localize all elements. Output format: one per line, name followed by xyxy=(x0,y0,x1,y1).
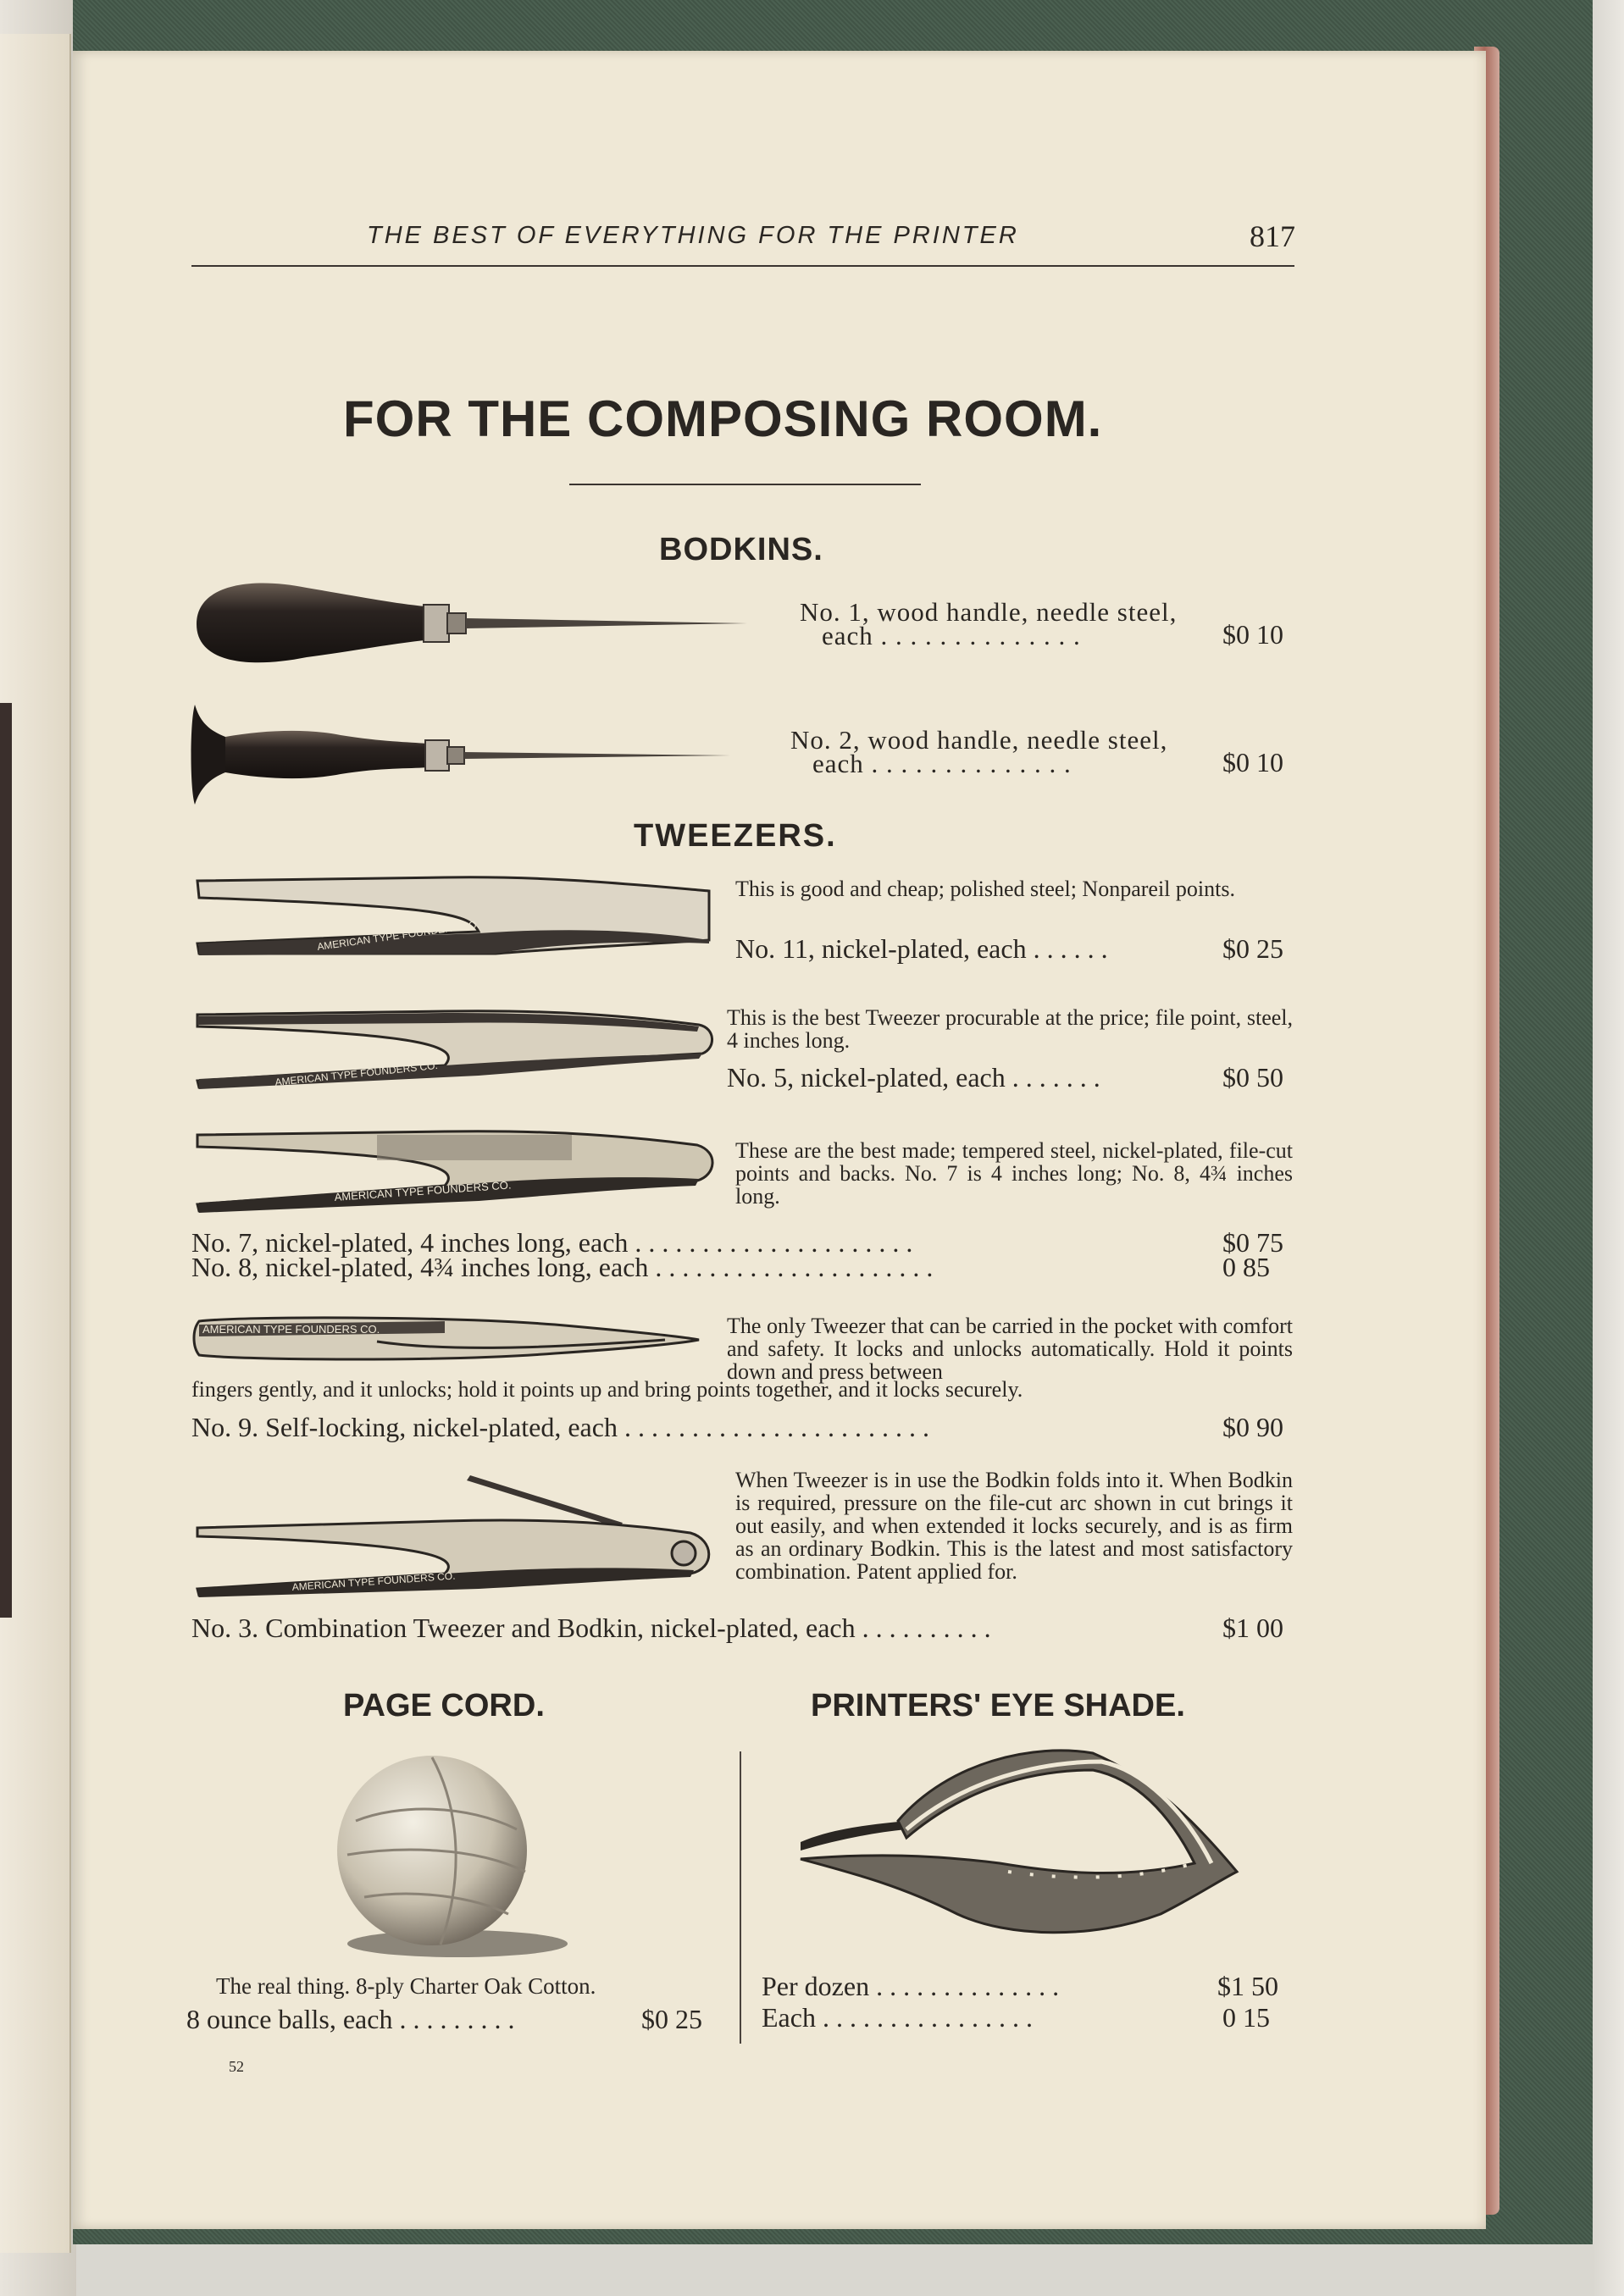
eye-shade-illustration xyxy=(796,1745,1254,1939)
tweezer-no7-line: No. 7, nickel-plated, 4 inches long, each . . . . . . . . . . . . . . . . . . . . . xyxy=(191,1227,913,1258)
column-rule xyxy=(740,1751,741,2044)
eye-shade-each-line: Each . . . . . . . . . . . . . . . . xyxy=(762,2002,1033,2033)
eye-shade-heading: PRINTERS' EYE SHADE. xyxy=(811,1688,1185,1723)
main-title: FOR THE COMPOSING ROOM. xyxy=(343,390,1103,447)
eye-shade-each-price: 0 15 xyxy=(1222,2002,1270,2033)
bodkin-1-illustration xyxy=(188,569,764,679)
tweezer-no11-engraving: AMERICAN TYPE FOUNDERS CO. xyxy=(316,918,480,953)
tweezer-no3-engraving: AMERICAN TYPE FOUNDERS CO. xyxy=(291,1569,456,1593)
bodkin-2-each: each . . . . . . . . . . . . . . xyxy=(812,749,1072,778)
tweezer-no7-engraving: AMERICAN TYPE FOUNDERS CO. xyxy=(334,1178,512,1203)
signature-mark: 52 xyxy=(229,2058,244,2075)
eye-shade-dozen-price: $1 50 xyxy=(1217,1971,1278,2001)
tweezer-no5-illustration xyxy=(191,1004,716,1093)
running-head: THE BEST OF EVERYTHING FOR THE PRINTER xyxy=(367,222,1019,249)
tweezer-no9-engraving: AMERICAN TYPE FOUNDERS CO. xyxy=(202,1323,380,1336)
tweezer-no9-illustration xyxy=(191,1313,707,1364)
page-cord-line: 8 ounce balls, each . . . . . . . . . xyxy=(186,2004,515,2034)
bodkin-1-price: $0 10 xyxy=(1222,619,1283,650)
bodkin-1-desc: No. 1, wood handle, needle steel, xyxy=(800,597,1178,627)
tweezer-no9-price: $0 90 xyxy=(1222,1412,1283,1442)
tweezer-no8-line: No. 8, nickel-plated, 4¾ inches long, each . . . . . . . . . . . . . . . . . . . . . xyxy=(191,1252,934,1282)
left-page-dark-strip xyxy=(0,703,12,1618)
tweezer-no7-desc: These are the best made; tempered steel, nickel-plated, file-cut points and backs. No. 7 is 4 inches long; No. 8, 4¾ inches long. xyxy=(735,1138,1293,1209)
tweezer-no7-price: $0 75 xyxy=(1222,1227,1283,1258)
tweezers-heading: TWEEZERS. xyxy=(634,818,837,854)
tweezer-no5-price: $0 50 xyxy=(1222,1062,1283,1093)
tweezer-no9-desc-cont: fingers gently, and it unlocks; hold it points up and bring points together, and it locks securely. xyxy=(191,1377,1023,1402)
page-number: 817 xyxy=(1250,219,1295,253)
tweezer-no7-illustration xyxy=(191,1126,716,1220)
page-cord-price: $0 25 xyxy=(641,2004,702,2034)
tweezer-no3-line: No. 3. Combination Tweezer and Bodkin, nickel-plated, each . . . . . . . . . . xyxy=(191,1613,991,1643)
tweezer-no5-engraving: AMERICAN TYPE FOUNDERS CO. xyxy=(274,1059,439,1088)
tweezer-no11-line: No. 11, nickel-plated, each . . . . . . xyxy=(735,933,1108,964)
tweezer-no8-price: 0 85 xyxy=(1222,1252,1270,1282)
tweezer-no11-illustration xyxy=(191,872,716,970)
page-cord-heading: PAGE CORD. xyxy=(343,1688,545,1723)
bodkin-2-desc: No. 2, wood handle, needle steel, xyxy=(790,725,1168,755)
eye-shade-dozen-line: Per dozen . . . . . . . . . . . . . . xyxy=(762,1971,1060,2001)
bodkin-2-illustration xyxy=(188,696,747,811)
tweezer-no9-line: No. 9. Self-locking, nickel-plated, each . . . . . . . . . . . . . . . . . . . . . . . xyxy=(191,1412,929,1442)
bodkins-heading: BODKINS. xyxy=(659,532,823,567)
tweezer-no9-desc: The only Tweezer that can be carried in the pocket with comfort and safety. It locks and unlocks automatically. Hold it points down and press between xyxy=(727,1314,1293,1384)
tweezer-no3-desc: When Tweezer is in use the Bodkin folds into it. When Bodkin is required, pressure on the file-cut arc shown in cut brings it out easily, and when extended it locks securely, and is as firm as an ordinary Bodkin. This is the latest and most satisfactory combination. Patent applied for. xyxy=(735,1468,1293,1584)
page-cord-caption: The real thing. 8-ply Charter Oak Cotton. xyxy=(216,1973,596,1999)
tweezer-no3-illustration xyxy=(191,1472,716,1599)
bodkin-2-price: $0 10 xyxy=(1222,747,1283,777)
title-rule xyxy=(569,484,921,485)
head-rule xyxy=(191,265,1294,267)
tweezer-no5-desc: This is the best Tweezer procurable at the price; file point, steel, 4 inches long. xyxy=(727,1005,1293,1053)
cord-ball-illustration xyxy=(330,1753,576,1965)
tweezer-no11-desc: This is good and cheap; polished steel; Nonpareil points. xyxy=(735,877,1235,901)
bodkin-1-each: each . . . . . . . . . . . . . . xyxy=(822,621,1081,650)
tweezer-no5-line: No. 5, nickel-plated, each . . . . . . . xyxy=(727,1062,1100,1093)
background-right xyxy=(1593,0,1624,2296)
tweezer-no11-price: $0 25 xyxy=(1222,933,1283,964)
tweezer-no3-price: $1 00 xyxy=(1222,1613,1283,1643)
